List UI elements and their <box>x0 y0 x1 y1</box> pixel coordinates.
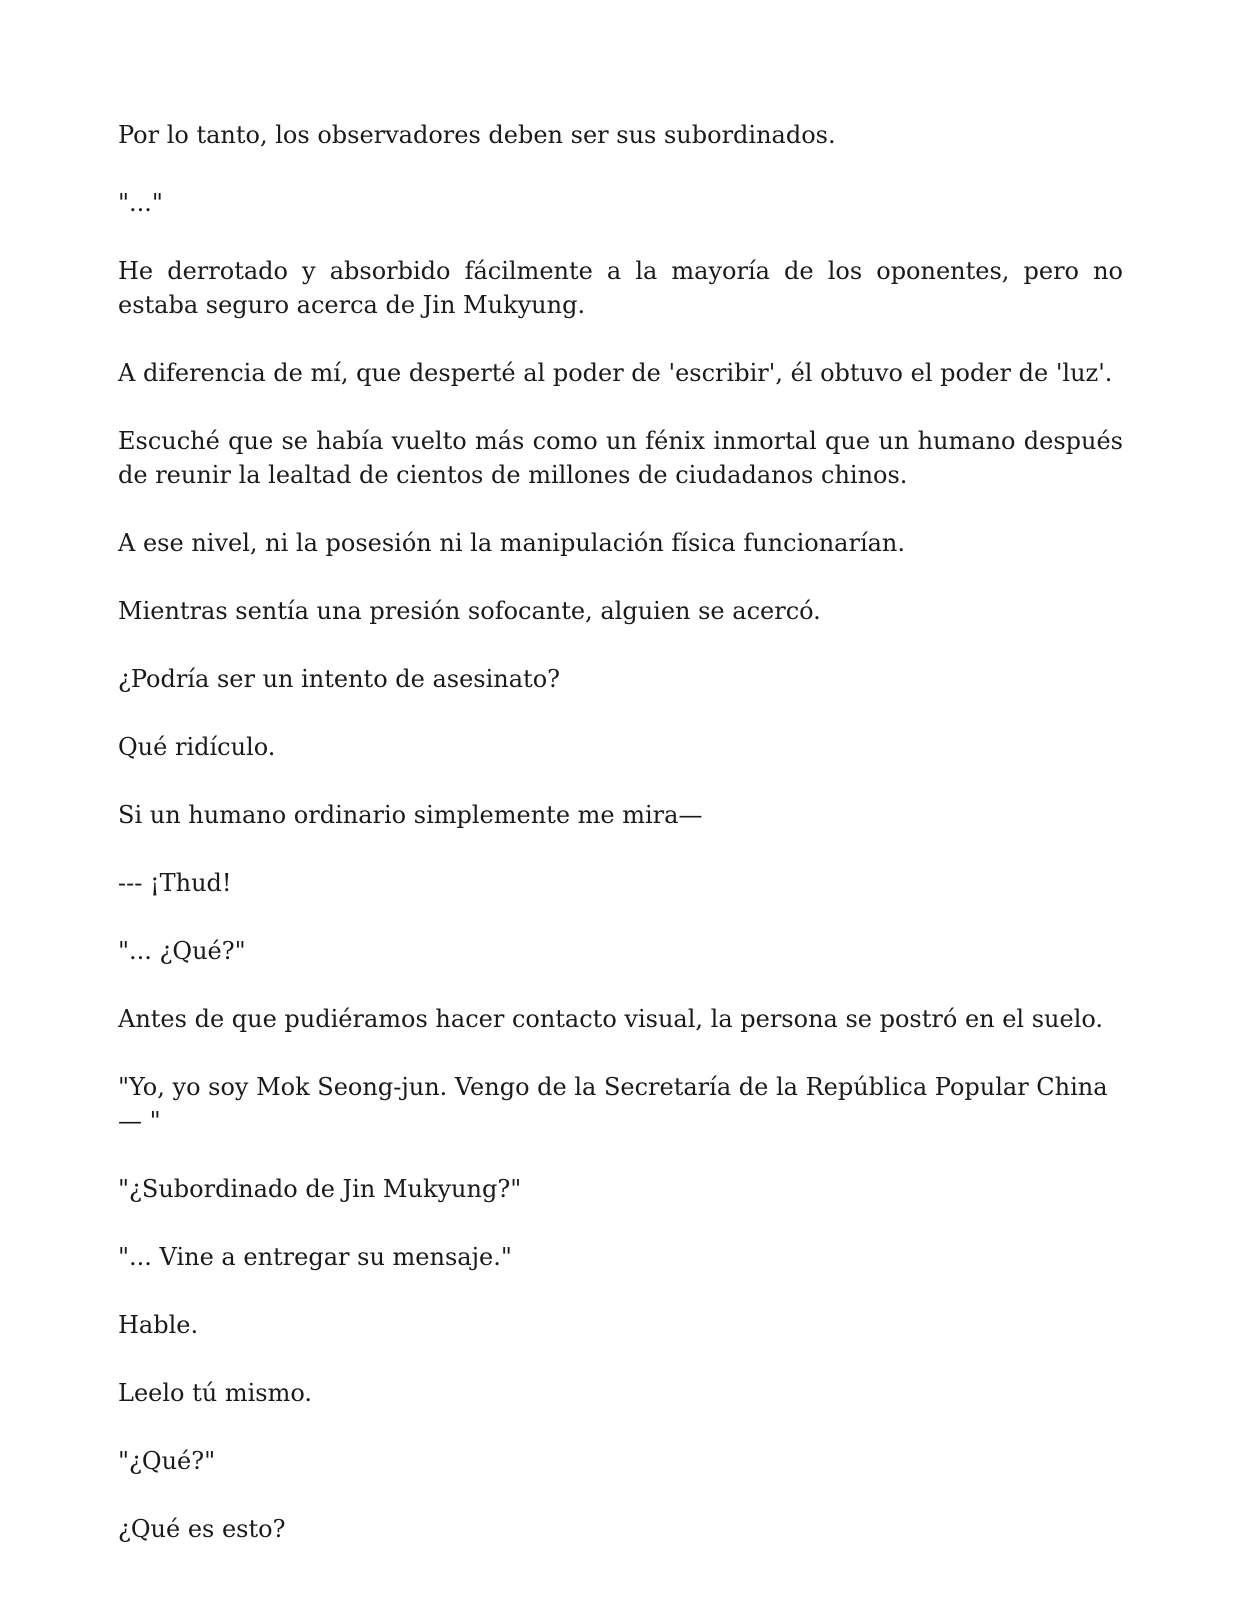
paragraph: ¿Podría ser un intento de asesinato? <box>118 665 561 693</box>
paragraph: He derrotado y absorbido fácilmente a la mayoría de los oponentes, pero no estaba seguro acerca de Jin Mukyung. <box>118 257 1123 319</box>
paragraph: Si un humano ordinario simplemente me mira— <box>118 801 703 829</box>
paragraph: Mientras sentía una presión sofocante, alguien se acercó. <box>118 597 821 625</box>
paragraph: "... ¿Qué?" <box>118 937 246 965</box>
paragraph: "... Vine a entregar su mensaje." <box>118 1243 512 1271</box>
paragraph: Por lo tanto, los observadores deben ser sus subordinados. <box>118 121 836 149</box>
paragraph: "¿Subordinado de Jin Mukyung?" <box>118 1175 522 1203</box>
paragraph: Leelo tú mismo. <box>118 1379 312 1407</box>
paragraph: Qué ridículo. <box>118 733 276 761</box>
document-body <box>118 118 1123 1580</box>
paragraph: --- ¡Thud! <box>118 869 232 897</box>
paragraph: A ese nivel, ni la posesión ni la manipulación física funcionarían. <box>118 529 906 557</box>
paragraph: "Yo, yo soy Mok Seong-jun. Vengo de la Secretaría de la República Popular China— " <box>118 1073 1108 1135</box>
paragraph: Escuché que se había vuelto más como un fénix inmortal que un humano después de reunir la lealtad de cientos de millones de ciudadanos chinos. <box>118 427 1123 489</box>
paragraph: "¿Qué?" <box>118 1447 216 1475</box>
paragraph: ¿Qué es esto? <box>118 1515 286 1543</box>
paragraph: A diferencia de mí, que desperté al poder de 'escribir', él obtuvo el poder de 'luz'. <box>118 359 1113 387</box>
paragraph: "..." <box>118 189 163 217</box>
paragraph: Antes de que pudiéramos hacer contacto visual, la persona se postró en el suelo. <box>118 1005 1104 1033</box>
paragraph: Hable. <box>118 1311 199 1339</box>
